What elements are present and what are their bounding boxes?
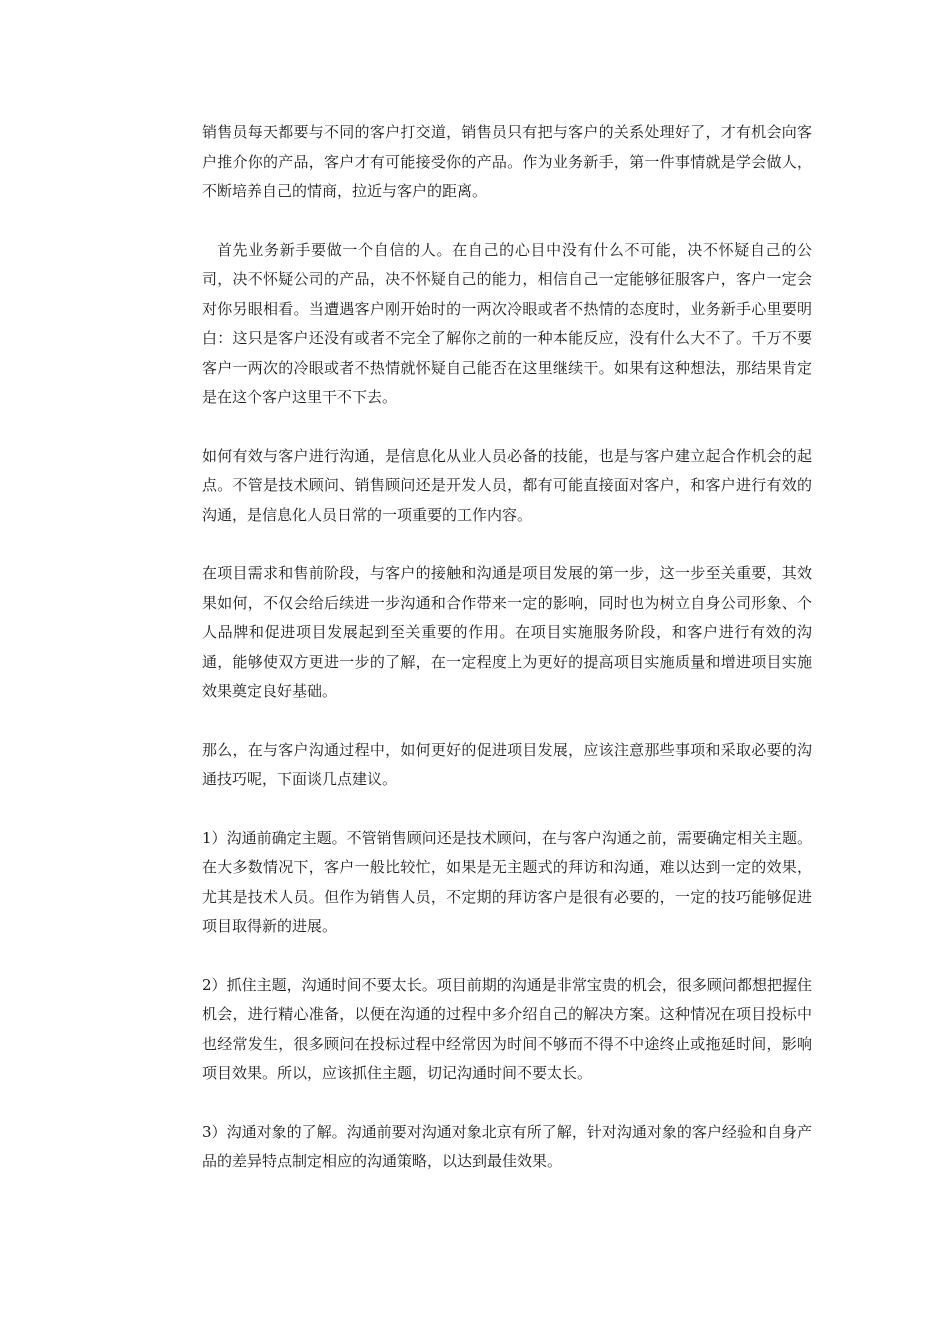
paragraph-communication-skill: 如何有效与客户进行沟通，是信息化从业人员必备的技能，也是与客户建立起合作机会的起点。不管是技术顾问、销售顾问还是开发人员，都有可能直接面对客户，和客户进行有效的沟通，是信息化人员日常的一项重要的工作内容。 — [202, 446, 812, 524]
paragraph-confidence: 首先业务新手要做一个自信的人。在自己的心目中没有什么不可能，决不怀疑自己的公司，决不怀疑公司的产品，决不怀疑自己的能力，相信自己一定能够征服客户，客户一定会对你另眼相看。当遭遇客户刚开始时的一两次冷眼或者不热情的态度时，业务新手心里要明白：这只是客户还没有或者不完全了解你之前的一种本能反应，没有什么大不了。千万不要客户一两次的冷眼或者不热情就怀疑自己能否在这里继续干。如果有这种想法，那结果肯定是在这个客户这里干不下去。 — [202, 240, 812, 406]
document-body — [202, 118, 812, 1206]
paragraph-tip-2: 2）抓住主题，沟通时间不要太长。项目前期的沟通是非常宝贵的机会，很多顾问都想把握住机会，进行精心准备，以便在沟通的过程中多介绍自己的解决方案。这种情况在项目投标中也经常发生，很多顾问在投标过程中经常因为时间不够而不得不中途终止或拖延时间，影响项目效果。所以，应该抓住主题，切记沟通时间不要太长。 — [202, 975, 812, 1082]
paragraph-intro: 销售员每天都要与不同的客户打交道，销售员只有把与客户的关系处理好了，才有机会向客户推介你的产品，客户才有可能接受你的产品。作为业务新手，第一件事情就是学会做人，不断培养自己的情商，拉近与客户的距离。 — [202, 123, 812, 200]
paragraph-project-phases: 在项目需求和售前阶段，与客户的接触和沟通是项目发展的第一步，这一步至关重要，其效果如何，不仅会给后续进一步沟通和合作带来一定的影响，同时也为树立自身公司形象、个人品牌和促进项目发展起到至关重要的作用。在项目实施服务阶段，和客户进行有效的沟通，能够使双方更进一步的了解，在一定程度上为更好的提高项目实施质量和增进项目实施效果奠定良好基础。 — [202, 564, 812, 700]
paragraph-tip-1: 1）沟通前确定主题。不管销售顾问还是技术顾问，在与客户沟通之前，需要确定相关主题。在大多数情况下，客户一般比较忙，如果是无主题式的拜访和沟通，难以达到一定的效果，尤其是技术人员。但作为销售人员，不定期的拜访客户是很有必要的，一定的技巧能够促进项目取得新的进展。 — [202, 828, 812, 935]
paragraph-tip-3: 3）沟通对象的了解。沟通前要对沟通对象北京有所了解，针对沟通对象的客户经验和自身产品的差异特点制定相应的沟通策略，以达到最佳效果。 — [202, 1122, 812, 1170]
paragraph-suggestions-intro: 那么，在与客户沟通过程中，如何更好的促进项目发展，应该注意那些事项和采取必要的沟通技巧呢，下面谈几点建议。 — [202, 740, 812, 788]
